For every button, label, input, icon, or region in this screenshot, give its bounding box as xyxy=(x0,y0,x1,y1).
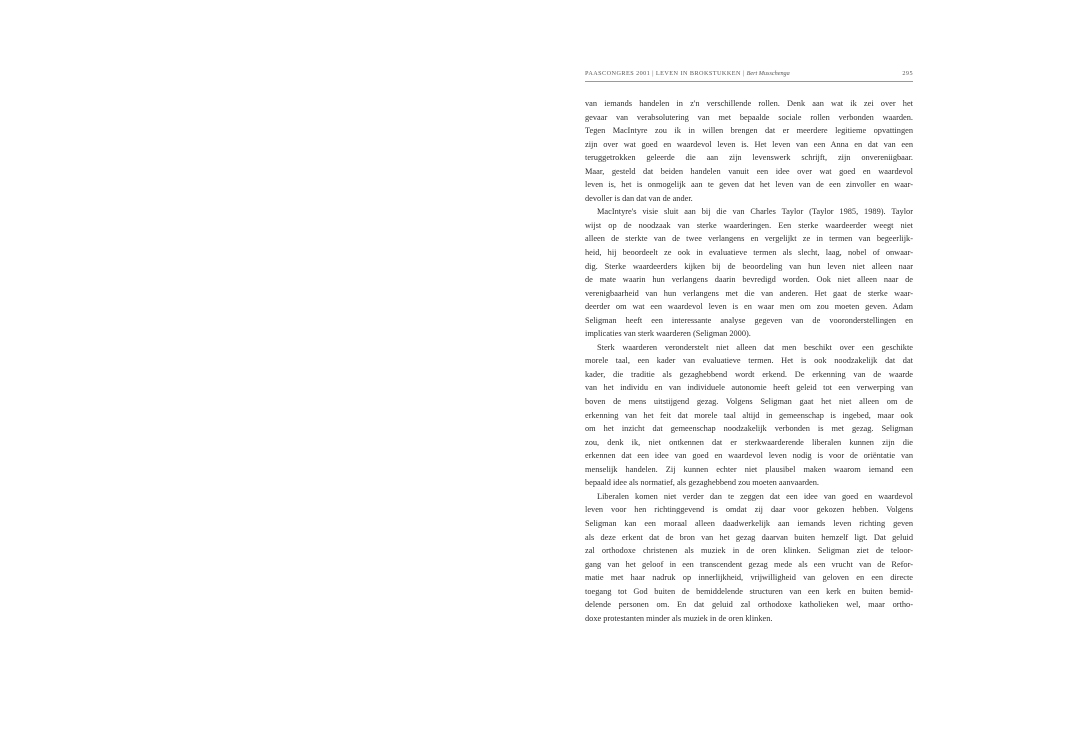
text-line: Seligman heeft een interessante analyse gegeven van de vooronderstellingen en xyxy=(585,315,913,325)
text-line: deerder om wat een waardevol leven is en waar men om zou moeten geven. Adam xyxy=(585,302,913,312)
page-number: 295 xyxy=(902,70,913,77)
running-head xyxy=(585,68,913,82)
running-head-title xyxy=(585,70,790,77)
text-line: erkenning van het feit dat morele taal altijd in gemeenschap is ingebed, maar ook xyxy=(585,410,913,420)
text-line: devoller is dan dat van de ander. xyxy=(585,193,693,203)
text-line: Liberalen komen niet verder dan te zeggen dat een idee van goed en waardevol xyxy=(597,491,913,501)
paragraph-1 xyxy=(585,97,913,205)
text-line: delende personen om. En dat geluid zal orthodoxe katholieken wel, maar ortho- xyxy=(585,600,913,610)
text-line: morele taal, een kader van evaluatieve termen. Het is ook noodzakelijk dat dat xyxy=(585,356,913,366)
text-line: de mate waarin hun verlangens daarin bevredigd worden. Ook niet alleen naar de xyxy=(585,275,913,285)
text-line: Seligman kan een moraal alleen daadwerkelijk aan iemands leven richting geven xyxy=(585,518,913,528)
text-line: wijst op de noodzaak van sterke waarderingen. Een sterke waardeerder weegt niet xyxy=(585,220,913,230)
text-line: zou, denk ik, niet ontkennen dat er sterkwaarderende liberalen kunnen zijn die xyxy=(585,437,913,447)
text-line: als deze erkent dat de bron van het gezag daarvan buiten hemzelf ligt. Dat geluid xyxy=(585,532,913,542)
book-page xyxy=(585,68,913,625)
text-line: Maar, gesteld dat beiden handelen vanuit een idee over wat goed en waardevol xyxy=(585,166,913,176)
text-line: menselijk handelen. Zij kunnen echter niet plausibel maken waarom iemand een xyxy=(585,464,913,474)
running-head-text: PAASCONGRES 2001 | LEVEN IN BROKSTUKKEN | xyxy=(585,70,745,77)
paragraph-4 xyxy=(585,490,913,625)
text-line: MacIntyre's visie sluit aan bij die van Charles Taylor (Taylor 1985, 1989). Taylor xyxy=(597,207,913,217)
text-line: doxe protestanten minder als muziek in de oren klinken. xyxy=(585,613,773,623)
text-line: dig. Sterke waardeerders kijken bij de beoordeling van hun leven niet alleen naar xyxy=(585,261,913,271)
text-line: zal orthodoxe christenen als muziek in de oren klinken. Seligman ziet de teloor- xyxy=(585,546,913,556)
text-line: Tegen MacIntyre zou ik in willen brengen dat er meerdere legitieme opvattingen xyxy=(585,126,913,136)
body-text xyxy=(585,97,913,625)
running-head-author: Bert Musschenga xyxy=(746,70,790,77)
text-line: van iemands handelen in z'n verschillende rollen. Denk aan wat ik zei over het xyxy=(585,99,913,108)
text-line: leven is, het is onmogelijk aan te geven dat het leven van de een zinvoller en waar- xyxy=(585,180,913,190)
text-line: alleen de sterkte van de twee verlangens en vergelijkt ze in termen van begeerlijk- xyxy=(585,234,913,244)
text-line: van het individu en van individuele autonomie heeft geleid tot een verwerping van xyxy=(585,383,913,393)
text-line: verenigbaarheid van hun verlangens met die van anderen. Het gaat de sterke waar- xyxy=(585,288,913,298)
text-line: Sterk waarderen veronderstelt niet alleen dat men beschikt over een geschikte xyxy=(597,342,913,352)
text-line: boven de mens uitstijgend gezag. Volgens Seligman gaat het niet alleen om de xyxy=(585,397,913,407)
text-line: toegang tot God buiten de bemiddelende structuren van een kerk en buiten bemid- xyxy=(585,586,913,596)
text-line: om het inzicht dat gemeenschap noodzakelijk verbonden is met gezag. Seligman xyxy=(585,424,913,434)
text-line: erkennen dat een idee van goed en waardevol leven nodig is voor de oriëntatie van xyxy=(585,451,913,461)
text-line: bepaald idee als normatief, als gezaghebbend zou moeten aanvaarden. xyxy=(585,478,819,488)
text-line: kader, die traditie als gezaghebbend wordt erkend. De erkenning van de waarde xyxy=(585,369,913,379)
text-line: implicaties van sterk waarderen (Seligman 2000). xyxy=(585,329,751,339)
text-line: gang van het geloof in een transcendent gezag mede als een vrucht van de Refor- xyxy=(585,559,913,569)
text-line: heid, hij beoordeelt ze ook in evaluatieve termen als slecht, laag, nobel of onwaar- xyxy=(585,248,913,258)
text-line: zijn over wat goed en waardevol leven is. Het leven van een Anna en dat van een xyxy=(585,139,913,149)
paragraph-3 xyxy=(585,341,913,490)
text-line: leven voor hen richtinggevend is omdat zij daar voor gekozen hebben. Volgens xyxy=(585,505,913,515)
text-line: gevaar van verabsolutering van met bepaalde sociale rollen verbonden waarden. xyxy=(585,112,913,122)
paragraph-2 xyxy=(585,205,913,340)
text-line: matie met haar nadruk op innerlijkheid, vrijwilligheid van geloven en een directe xyxy=(585,573,913,583)
text-line: teruggetrokken geleerde die aan zijn levenswerk schrijft, zijn onvereniigbaar. xyxy=(585,153,913,163)
